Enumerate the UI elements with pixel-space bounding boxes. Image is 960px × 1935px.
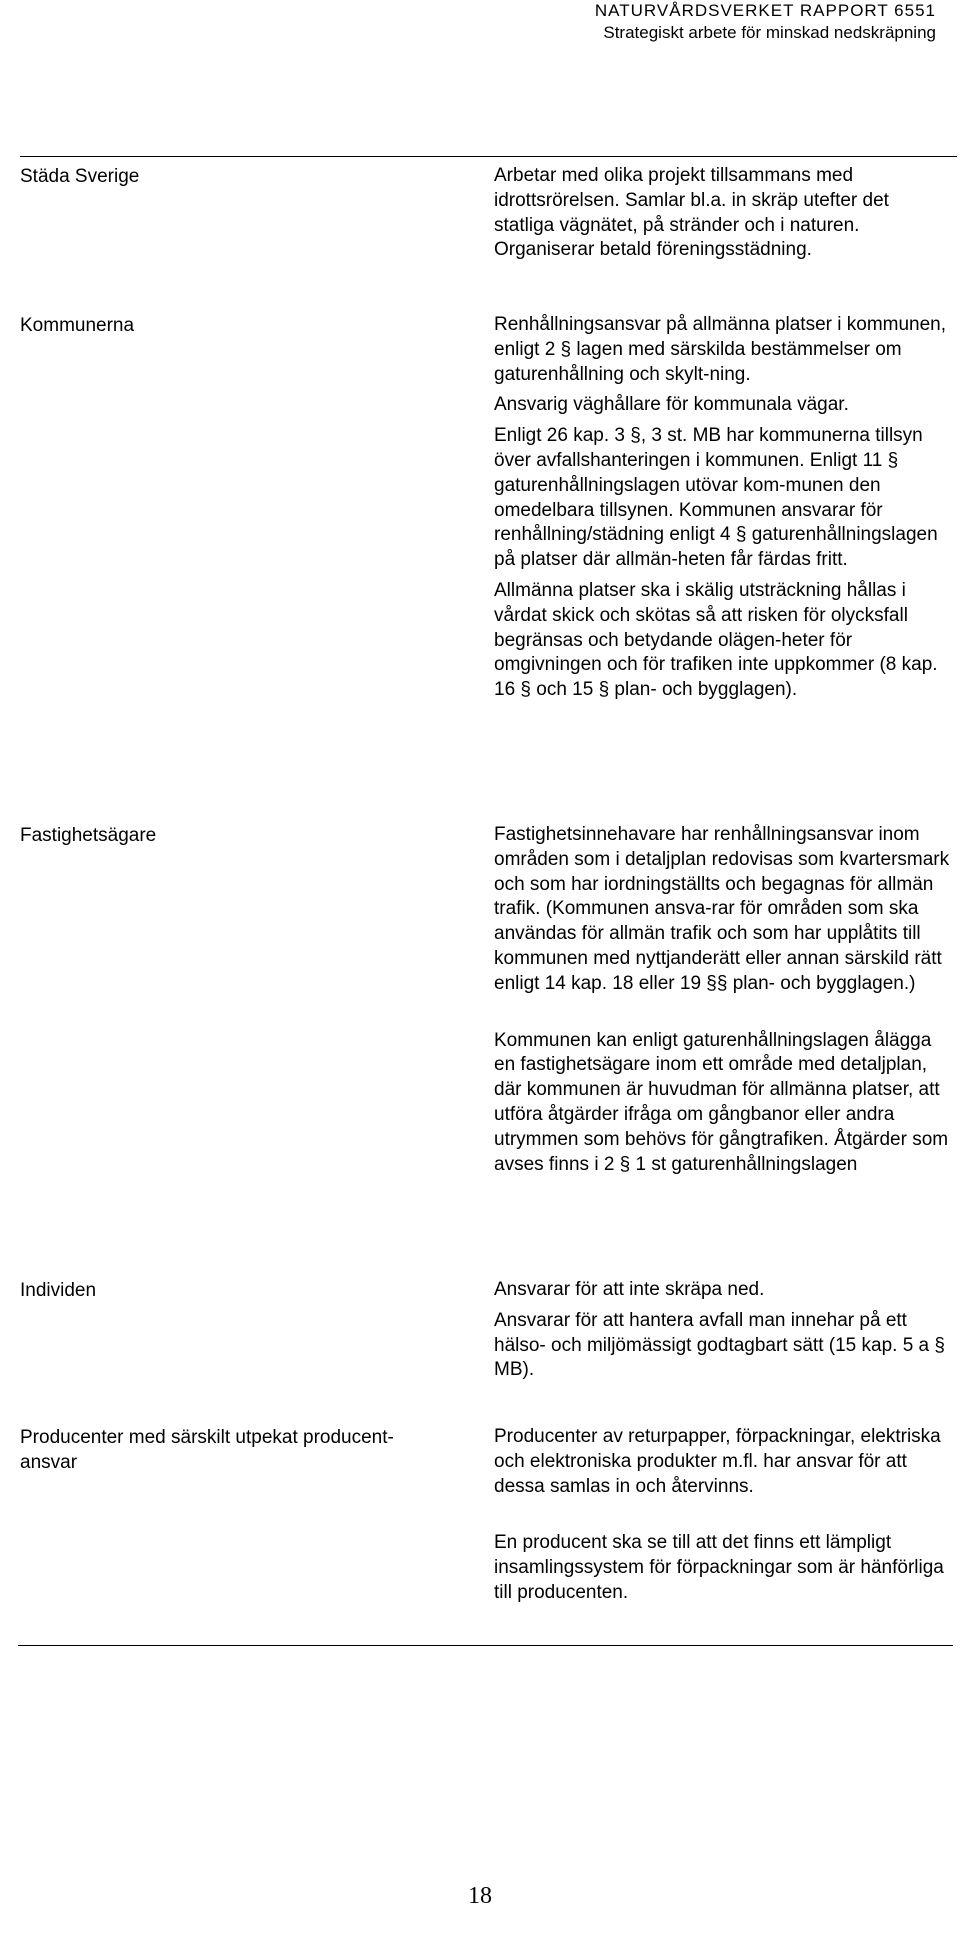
paragraph: Arbetar med olika projekt tillsammans med idrottsrörelsen. Samlar bl.a. in skräp utefter det statliga vägnätet, på stränder och i naturen. Organiserar betald föreningsstädning. <box>494 165 889 261</box>
paragraph: Enligt 26 kap. 3 §, 3 st. MB har kommunerna tillsyn över avfallshanteringen i kommunen. Enligt 11 § gaturenhållningslagen utövar kom-munen den omedelbara tillsynen. Kommunen ansvarar för renhållning/städning enligt 4 § gaturenhållningslagen på platser där allmän-heten får färdas fritt. <box>494 425 938 571</box>
paragraph: Allmänna platser ska i skälig utsträckning hållas i vårdat skick och skötas så att risken för olycksfall begränsas och betydande olägen-heter för omgivningen och för trafiken inte uppkommer (8 kap. 16 § och 15 § plan- och bygglagen). <box>494 579 938 701</box>
page-number: 18 <box>468 1883 492 1909</box>
row-text-fastighetsagare <box>494 823 954 1177</box>
row-label-kommunerna: Kommunerna <box>20 315 135 336</box>
paragraph: Ansvarar för att inte skräpa ned. <box>494 1279 765 1300</box>
paragraph: Ansvarig väghållare för kommunala vägar. <box>494 394 849 416</box>
paragraph: Ansvarar för att hantera avfall man innehar på ett hälso- och miljömässigt godtagbart sätt (15 kap. 5 a § MB). <box>494 1309 945 1381</box>
row-text-stada-sverige <box>494 164 954 263</box>
paragraph: En producent ska se till att det finns ett lämpligt insamlingssystem för förpackningar som är hänförliga till producenten. <box>494 1532 944 1603</box>
paragraph: Renhållningsansvar på allmänna platser i kommunen, enligt 2 § lagen med särskilda bestämmelser om gaturenhållning och skylt-ning. <box>494 314 947 385</box>
table-top-rule <box>20 156 957 157</box>
paragraph: Fastighetsinnehavare har renhållningsansvar inom områden som i detaljplan redovisas som kvartersmark och som har iordningställts och begagnas för allmän trafik. (Kommunen ansva-rar för områden som ska användas för allmän trafik och som har upplåtits till kommunen med nyttjanderätt eller annan särskild rätt enligt 14 kap. 18 eller 19 §§ plan- och bygglagen.) <box>494 824 950 994</box>
paragraph: Producenter av returpapper, förpackningar, elektriska och elektroniska produkter m.fl. har ansvar för att dessa samlas in och återvinns. <box>494 1426 941 1497</box>
row-text-producenter <box>494 1425 954 1606</box>
page-header <box>595 0 936 44</box>
table-bottom-rule <box>18 1645 953 1646</box>
row-label-stada-sverige: Städa Sverige <box>20 166 140 187</box>
report-subtitle: Strategiskt arbete för minskad nedskräpning <box>603 23 936 42</box>
row-label-producenter: Producenter med särskilt utpekat producent-ansvar <box>20 1427 394 1473</box>
row-label-individen: Individen <box>20 1280 97 1301</box>
row-text-kommunerna <box>494 313 954 703</box>
report-title: NATURVÅRDSVERKET RAPPORT 6551 <box>594 1 936 20</box>
row-text-individen <box>494 1278 954 1383</box>
row-label-fastighetsagare: Fastighetsägare <box>20 825 157 846</box>
paragraph: Kommunen kan enligt gaturenhållningslagen ålägga en fastighetsägare inom ett område med detaljplan, där kommunen är huvudman för allmänna platser, att utföra åtgärder ifråga om gångbanor eller andra utrymmen som behövs för gångtrafiken. Åtgärder som avses finns i 2 § 1 st gaturenhållningslagen <box>494 1029 949 1175</box>
